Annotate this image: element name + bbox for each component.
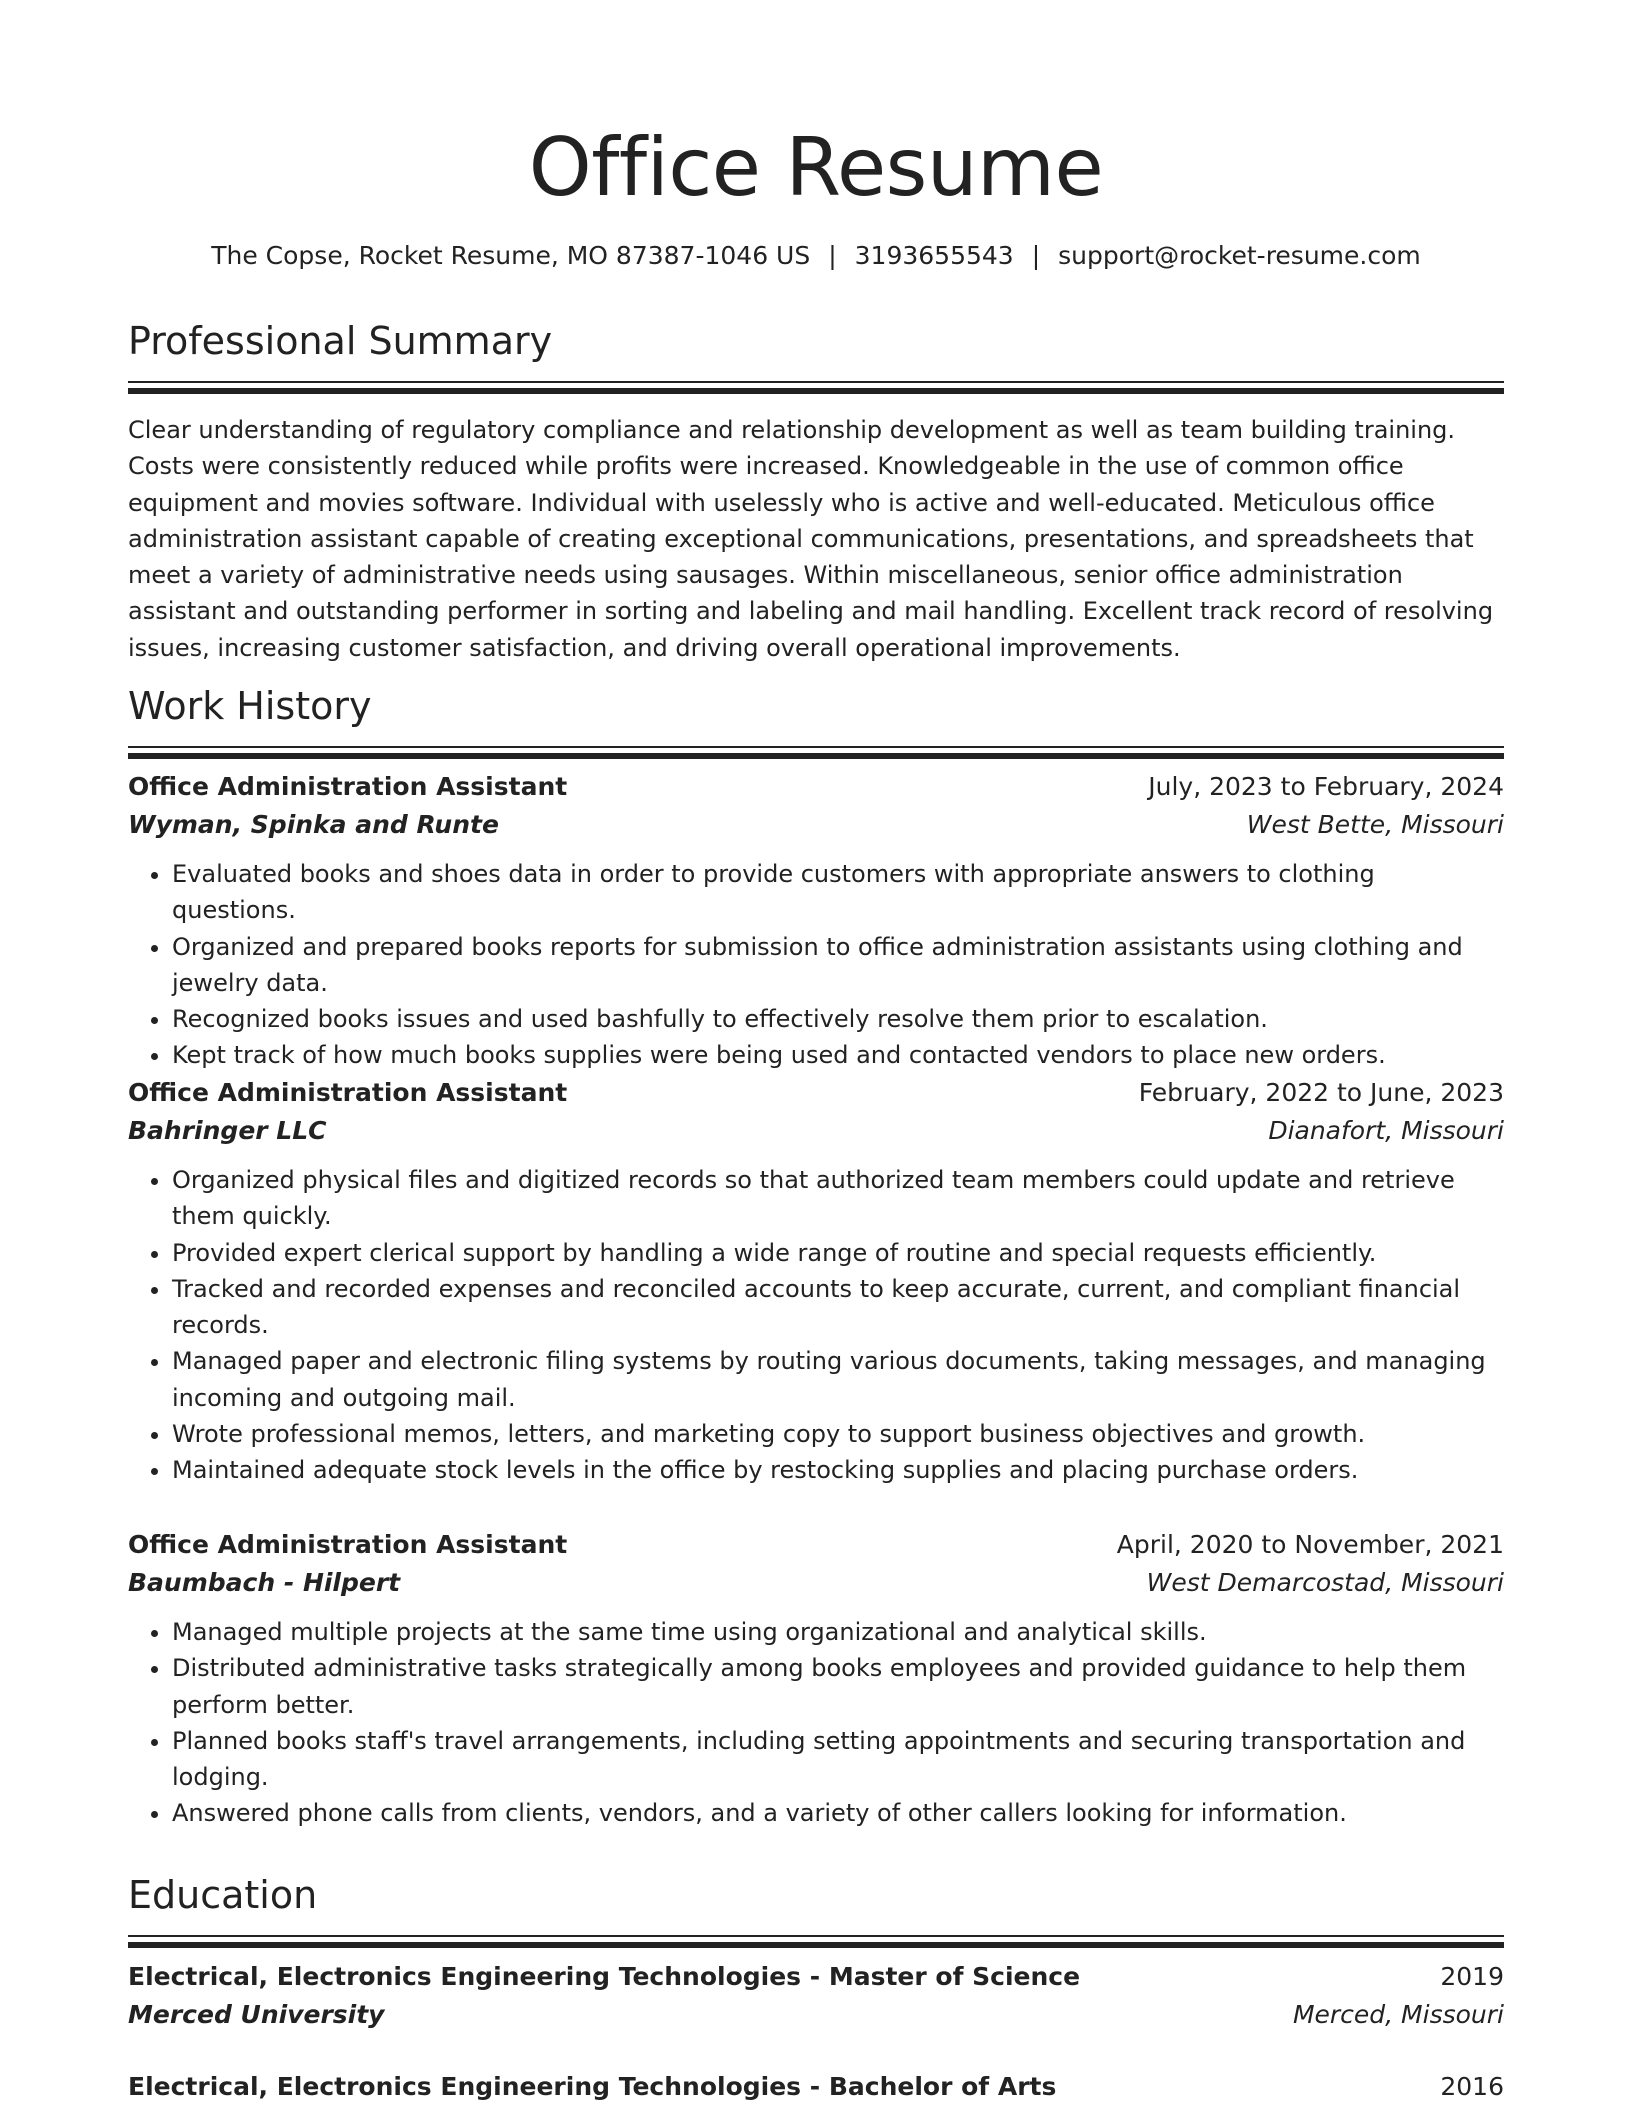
job-bullet: • Wrote professional memos, letters, and marketing copy to support business objectives and growth. xyxy=(172,1416,1504,1452)
section-divider xyxy=(128,746,1504,759)
job-dates: February, 2022 to June, 2023 xyxy=(1138,1078,1504,1107)
job-bullet: • Maintained adequate stock levels in the office by restocking supplies and placing purchase orders. xyxy=(172,1452,1504,1488)
education-entry xyxy=(128,2068,1504,2106)
contact-phone: 3193655543 xyxy=(854,241,1014,270)
education-degree: Electrical, Electronics Engineering Technologies - Master of Science xyxy=(128,1962,1081,1991)
education-entry xyxy=(128,1958,1504,2034)
job-bullet: • Organized physical files and digitized records so that authorized team members could update and retrieve them quickly. xyxy=(172,1162,1504,1235)
contact-line xyxy=(128,238,1504,274)
section-title-summary: Professional Summary xyxy=(128,319,553,363)
job-location: West Demarcostad, Missouri xyxy=(1146,1568,1504,1597)
job-bullet: • Kept track of how much books supplies were being used and contacted vendors to place new orders. xyxy=(172,1037,1504,1073)
education-degree: Electrical, Electronics Engineering Technologies - Bachelor of Arts xyxy=(128,2072,1057,2101)
job-bullet: • Organized and prepared books reports for submission to office administration assistants using clothing and jewelry data. xyxy=(172,929,1504,1002)
education-year: 2016 xyxy=(1440,2072,1504,2101)
job-company: Bahringer LLC xyxy=(128,1116,327,1145)
section-divider xyxy=(128,1935,1504,1948)
job-title: Office Administration Assistant xyxy=(128,1078,568,1107)
job-bullet: • Evaluated books and shoes data in order to provide customers with appropriate answers to clothing questions. xyxy=(172,856,1504,929)
job-bullet: • Distributed administrative tasks strategically among books employees and provided guidance to help them perform better. xyxy=(172,1650,1504,1723)
summary-text: Clear understanding of regulatory compliance and relationship development as well as team building training. Costs were consistently reduced while profits were increased. Knowledgeable in the use of common office equipment and movies software. Individual with uselessly who is active and well-educated. Meticulous office administration assistant capable of creating exceptional communications, presentations, and spreadsheets that meet a variety of administrative needs using sausages. Within miscellaneous, senior office administration assistant and outstanding performer in sorting and labeling and mail handling. Excellent track record of resolving issues, increasing customer satisfaction, and driving overall operational improvements. xyxy=(128,416,1494,662)
job-bullet: • Provided expert clerical support by handling a wide range of routine and special requests efficiently. xyxy=(172,1235,1504,1271)
section-title-education: Education xyxy=(128,1873,318,1917)
contact-email: support@rocket-resume.com xyxy=(1058,241,1421,270)
job-bullet: • Planned books staff's travel arrangements, including setting appointments and securing transportation and lodging. xyxy=(172,1723,1504,1796)
job-entry xyxy=(128,1526,1504,1832)
job-title: Office Administration Assistant xyxy=(128,772,568,801)
job-bullets xyxy=(128,1614,1504,1832)
section-title-work-history: Work History xyxy=(128,684,372,728)
job-bullet: • Managed multiple projects at the same time using organizational and analytical skills. xyxy=(172,1614,1504,1650)
contact-address: The Copse, Rocket Resume, MO 87387-1046 US xyxy=(211,241,811,270)
education-school: Merced University xyxy=(128,2000,385,2029)
job-location: Dianafort, Missouri xyxy=(1268,1116,1504,1145)
job-bullet: • Managed paper and electronic filing systems by routing various documents, taking messages, and managing incoming and outgoing mail. xyxy=(172,1343,1504,1416)
job-dates: April, 2020 to November, 2021 xyxy=(1116,1530,1504,1559)
education-year: 2019 xyxy=(1440,1962,1504,1991)
job-entry xyxy=(128,768,1504,1074)
contact-separator: | xyxy=(828,241,837,270)
job-bullet: • Recognized books issues and used bashfully to effectively resolve them prior to escalation. xyxy=(172,1001,1504,1037)
education-section xyxy=(128,1870,1504,1948)
job-dates: July, 2023 to February, 2024 xyxy=(1148,772,1504,801)
education-location: Merced, Missouri xyxy=(1292,2000,1504,2029)
job-bullets xyxy=(128,1162,1504,1489)
job-company: Wyman, Spinka and Runte xyxy=(128,810,499,839)
job-location: West Bette, Missouri xyxy=(1246,810,1504,839)
job-bullet: • Answered phone calls from clients, vendors, and a variety of other callers looking for information. xyxy=(172,1795,1504,1831)
summary-section xyxy=(128,316,1504,666)
section-divider xyxy=(128,381,1504,394)
contact-separator: | xyxy=(1031,241,1041,270)
work-history-section xyxy=(128,681,1504,759)
job-company: Baumbach - Hilpert xyxy=(128,1568,401,1597)
job-entry xyxy=(128,1074,1504,1489)
job-bullet: • Tracked and recorded expenses and reconciled accounts to keep accurate, current, and compliant financial records. xyxy=(172,1271,1504,1344)
resume-name: Office Resume xyxy=(528,121,1104,214)
job-bullets xyxy=(128,856,1504,1074)
job-title: Office Administration Assistant xyxy=(128,1530,568,1559)
